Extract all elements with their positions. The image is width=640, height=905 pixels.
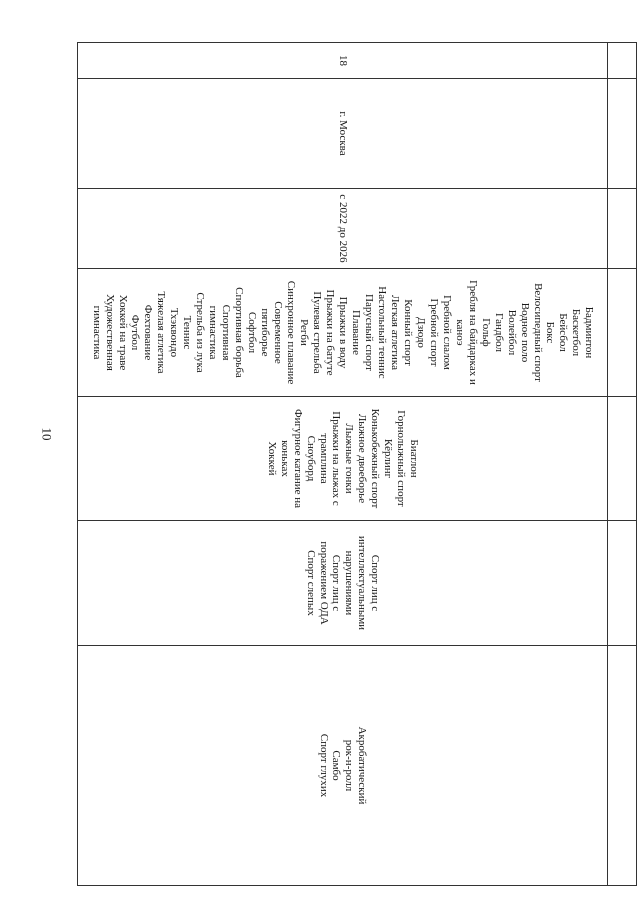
sport-line: Конькобежный спорт — [369, 408, 382, 509]
sport-line: рок-н-ролл — [343, 739, 356, 792]
sport-line: Дзюдо — [414, 317, 427, 348]
sport-line: Гольф — [479, 318, 492, 347]
sport-line: Гребной слалом — [440, 295, 453, 370]
sport-line: гимнастика — [207, 305, 220, 360]
sport-line: Биатлон — [408, 439, 421, 478]
sport-line: Легкая атлетика — [388, 295, 401, 370]
sport-line: Гандбол — [492, 313, 505, 352]
sport-line: Плавание — [349, 310, 362, 355]
sport-line: Синхронное плавание — [285, 280, 298, 385]
other-sports-cell — [78, 646, 608, 886]
sport-line: трамплина — [317, 433, 330, 484]
sport-line: Стрельба из лука — [194, 292, 207, 373]
sport-line: Теннис — [181, 315, 194, 350]
sport-line: Спортивная борьба — [233, 287, 246, 378]
sport-line: Тяжелая атлетика — [155, 291, 168, 374]
sport-line: Хоккей на траве — [116, 294, 129, 371]
sport-line: Водное поло — [518, 302, 531, 363]
winter-sports-cell — [78, 397, 608, 521]
sport-line: Парусный спорт — [362, 294, 375, 371]
city-cell: г. Москва — [78, 79, 608, 189]
sport-line: Спортивная — [220, 304, 233, 361]
sport-line: Баскетбол — [570, 308, 583, 357]
sport-line: Горнолыжный спорт — [395, 410, 408, 507]
sport-line: Фигурное катание на — [291, 408, 304, 509]
sport-line: пятиборье — [259, 308, 272, 357]
sport-line: Прыжки на батуте — [324, 289, 337, 376]
sport-line: Гребля на байдарках и — [466, 280, 479, 385]
sports-table — [77, 42, 637, 886]
sport-line: Спорт слепых — [304, 550, 317, 616]
sport-line: Современное — [272, 301, 285, 364]
sport-line: Лыжное двоеборье — [356, 413, 369, 504]
sport-line: Спорт лиц с — [330, 554, 343, 612]
sport-line: Бейсбол — [557, 313, 570, 352]
sport-line: Настольный теннис — [375, 286, 388, 379]
sport-line: поражением ОДА — [317, 541, 330, 625]
sport-line: Регби — [298, 319, 311, 346]
page-number: 10 — [39, 427, 55, 441]
sport-line: Велосипедный спорт — [531, 283, 544, 382]
sport-line: Волейбол — [505, 309, 518, 356]
sport-line: гимнастика — [90, 305, 103, 360]
sport-line: коньках — [278, 440, 291, 477]
sport-line: нарушениями — [343, 550, 356, 616]
sport-line: Бадминтон — [583, 306, 596, 359]
sport-line: Хоккей — [265, 441, 278, 476]
sport-line: Самбо — [330, 750, 343, 781]
period-cell: с 2022 до 2026 — [78, 189, 608, 269]
sport-line: Художественная — [103, 294, 116, 371]
table-header-row — [608, 43, 637, 886]
sport-line: Бокс — [544, 321, 557, 344]
sport-line: Тхэквондо — [168, 307, 181, 358]
sport-line: Лыжные гонки — [343, 423, 356, 494]
sport-line: Кёрлинг — [382, 438, 395, 479]
sport-line: Спорт глухих — [317, 733, 330, 798]
sport-line: Футбол — [129, 314, 142, 351]
summer-sports-cell — [78, 269, 608, 397]
adaptive-sports-cell — [78, 521, 608, 646]
sport-line: Гребной спорт — [427, 298, 440, 367]
sport-line: Софтбол — [246, 311, 259, 354]
sport-line: Прыжки на лыжах с — [330, 411, 343, 506]
sport-line: Спорт лиц с — [369, 554, 382, 612]
sport-line: Пулевая стрельба — [311, 291, 324, 374]
sport-line: интеллектуальными — [356, 535, 369, 631]
sport-line: Фехтование — [142, 304, 155, 361]
sport-line: Конный спорт — [401, 299, 414, 366]
row-number: 18 — [78, 43, 608, 79]
sport-line: Сноуборд — [304, 435, 317, 482]
sport-line: Прыжки в воду — [336, 296, 349, 369]
sport-line: Акробатический — [356, 726, 369, 805]
table-row — [78, 43, 608, 886]
sport-line: каноэ — [453, 319, 466, 346]
